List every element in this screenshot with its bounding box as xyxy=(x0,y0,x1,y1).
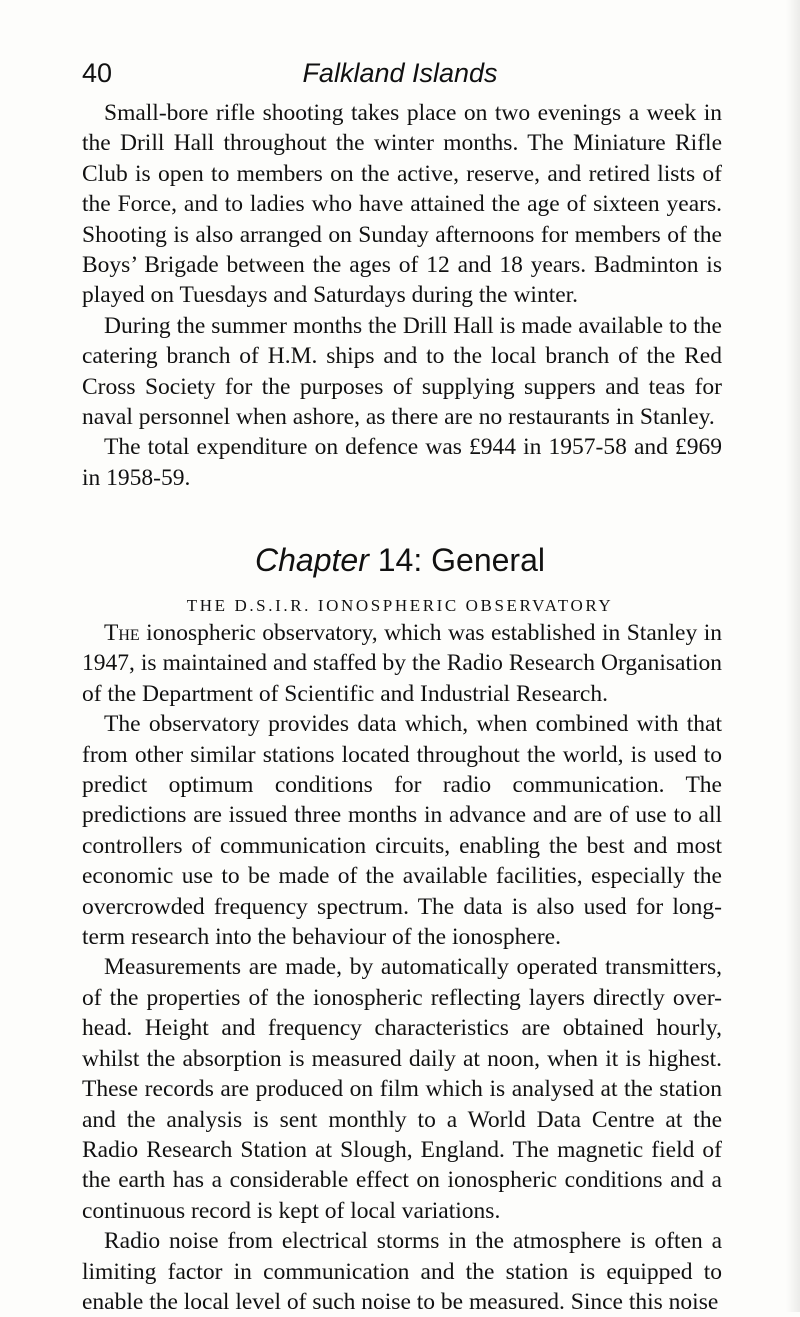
paragraph-text: ionospheric observatory, which was established in Stanley in 1947, is maintained and staffed by the Radio Research Organisation of the Department of Scientific and Industrial Research. xyxy=(82,620,722,707)
paragraph xyxy=(82,618,722,709)
paragraph: Measurements are made, by automatically operated transmitters, of the properties of the ionospheric reflecting layers directly over-head. Height and frequency characteristics are obtained hourly, whilst the absorption is measured daily at noon, when it is highest. These records are produced on film which is analysed at the station and the analysis is sent monthly to a World Data Centre at the Radio Research Station at Slough, England. The magnetic field of the earth has a considerable effect on ionospheric conditions and a continuous record is kept of local variations. xyxy=(82,954,722,1224)
paragraph: The observatory provides data which, when combined with that from other similar stations located throughout the world, is used to predict optimum conditions for radio communication. The predictions are issued three months in advance and are of use to all controllers of communication circuits, enabling the best and most economic use to be made of the available facilities, especially the overcrowded frequency spectrum. The data is also used for long-term research into the behaviour of the ionosphere. xyxy=(82,711,722,951)
defence-section xyxy=(82,98,722,493)
chapter-number-title: 14: General xyxy=(368,542,545,578)
paragraph: The total expenditure on defence was £944 in 1957-58 and £969 in 1958-59. xyxy=(82,434,722,491)
paragraph: During the summer months the Drill Hall is made available to the catering branch of H.M. ships and to the local branch of the Red Cross Society for the purposes of supplying suppers and teas for naval personnel when ashore, as there are no restaurants in Stanley. xyxy=(82,312,722,431)
paragraph: Radio noise from electrical storms in the atmosphere is often a limiting factor in communication and the station is equipped to enable the local level of such noise to be measured. Since this noise xyxy=(82,1228,722,1315)
page-edge-shadow xyxy=(786,0,800,1312)
observatory-section xyxy=(82,618,722,1317)
lead-word: The xyxy=(104,620,140,646)
chapter-word: Chapter xyxy=(255,542,369,578)
paragraph: Small-bore rifle shooting takes place on two evenings a week in the Drill Hall throughout the winter months. The Miniature Rifle Club is open to members on the active, reserve, and retired lists of the Force, and to ladies who have attained the age of sixteen years. Shooting is also arranged on Sunday afternoons for members of the Boys’ Brigade between the ages of 12 and 18 years. Badminton is played on Tuesdays and Saturdays during the winter. xyxy=(82,100,722,309)
chapter-title xyxy=(0,542,800,579)
running-title: Falkland Islands xyxy=(302,58,498,88)
section-heading: THE D.S.I.R. IONOSPHERIC OBSERVATORY xyxy=(186,596,614,615)
page-number: 40 xyxy=(82,58,113,88)
page-header xyxy=(82,58,718,98)
